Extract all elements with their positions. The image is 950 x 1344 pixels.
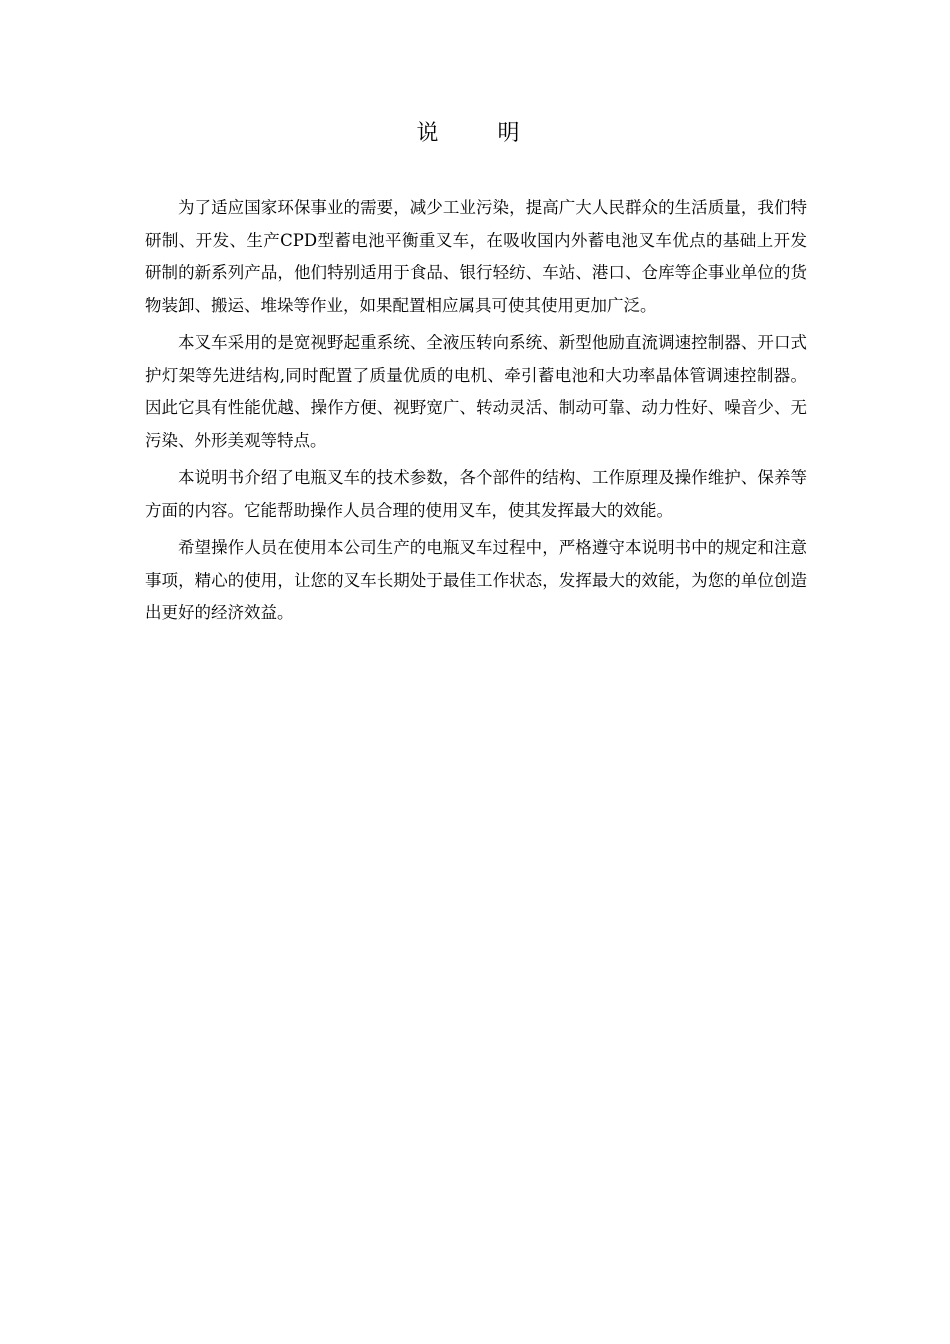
paragraph-intro: 为了适应国家环保事业的需要，减少工业污染，提高广大人民群众的生活质量，我们特研制、开发、生产CPD型蓄电池平衡重叉车，在吸收国内外蓄电池叉车优点的基础上开发研制的新系列产品，他们特别适用于食品、银行轻纺、车站、港口、仓库等企事业单位的货物装卸、搬运、堆垛等作业，如果配置相应属具可使其使用更加广泛。 (145, 198, 807, 315)
paragraph-manual-scope: 本说明书介绍了电瓶叉车的技术参数，各个部件的结构、工作原理及操作维护、保养等方面的内容。它能帮助操作人员合理的使用叉车，使其发挥最大的效能。 (145, 468, 807, 520)
paragraph-features: 本叉车采用的是宽视野起重系统、全液压转向系统、新型他励直流调速控制器、开口式护灯架等先进结构,同时配置了质量优质的电机、牵引蓄电池和大功率晶体管调速控制器。因此它具有性能优越、操作方便、视野宽广、转动灵活、制动可靠、动力性好、噪音少、无污染、外形美观等特点。 (145, 333, 807, 450)
page-title: 说 明 (416, 121, 546, 146)
paragraph-closing: 希望操作人员在使用本公司生产的电瓶叉车过程中，严格遵守本说明书中的规定和注意事项，精心的使用，让您的叉车长期处于最佳工作状态，发挥最大的效能，为您的单位创造出更好的经济效益。 (145, 538, 807, 622)
document-body (145, 192, 807, 635)
